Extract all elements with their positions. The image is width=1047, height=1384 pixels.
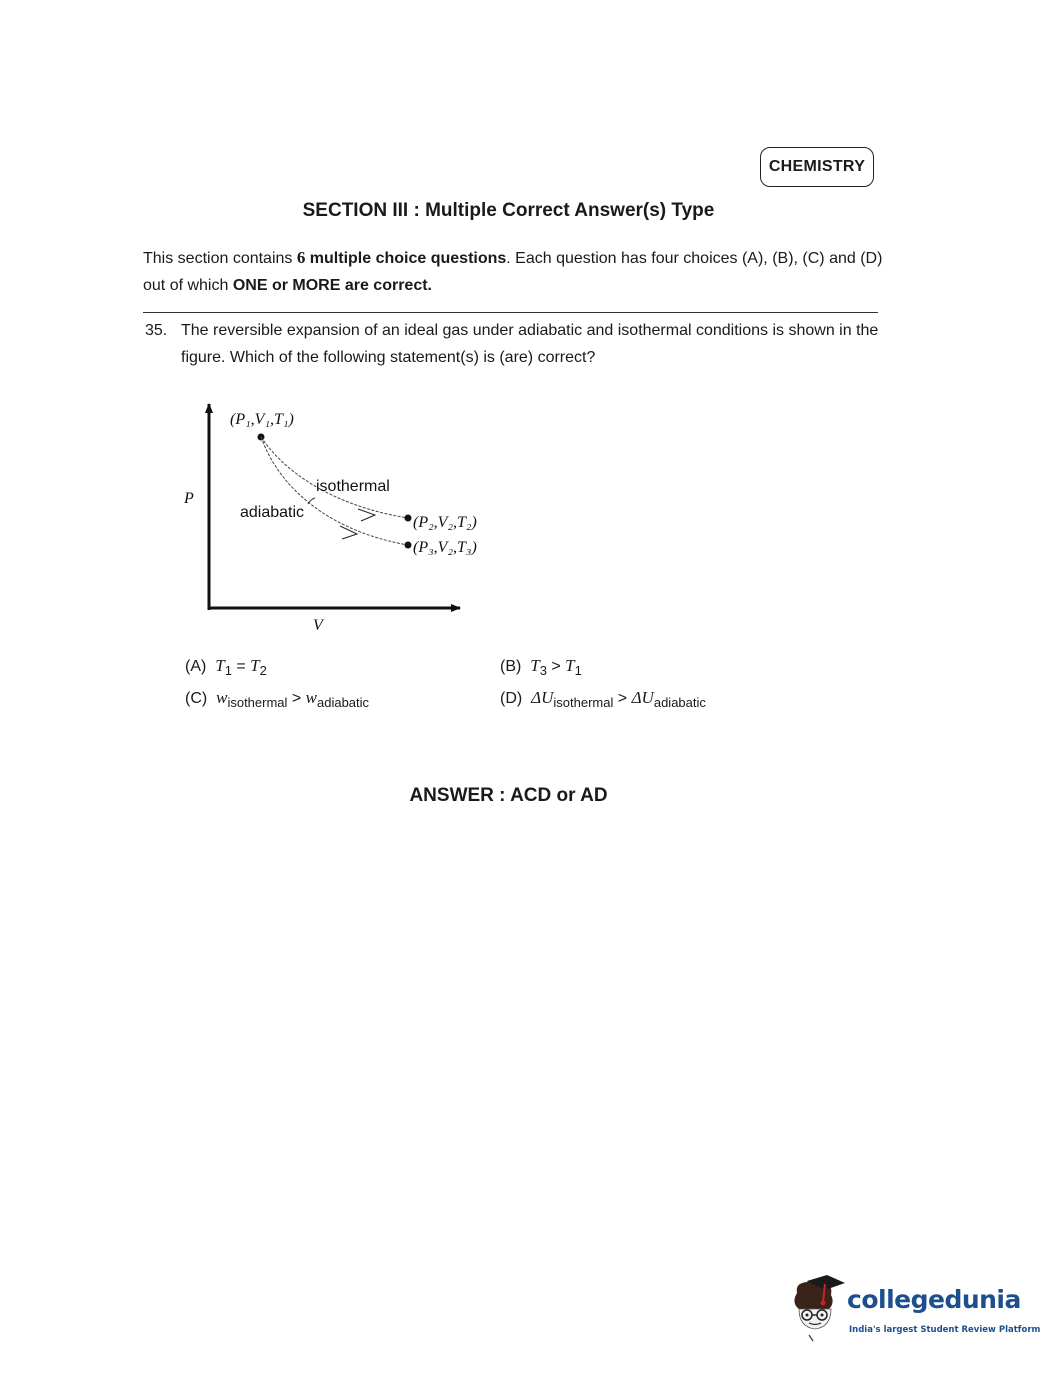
divider xyxy=(143,312,878,313)
option-d[interactable]: (D) $\Delta U_{isothermal} > \Delta U_{adiabatic}$ xyxy=(500,688,706,711)
mascot-icon xyxy=(785,1275,847,1345)
logo-wordmark: collegedunia xyxy=(847,1285,1021,1314)
option-label: (B) xyxy=(500,658,522,675)
section-instructions: This section contains 6 multiple choice questions. Each question has four choices (A), (B), (C) and (D) out of which ONE or MORE are correct. xyxy=(143,248,883,294)
x-axis-label: V xyxy=(313,617,323,634)
option-label: (C) xyxy=(185,690,208,707)
adiabatic-end-label: (P₃,V₂,T₃) xyxy=(413,539,477,556)
adiabatic-end-point xyxy=(405,542,412,549)
isothermal-end-point xyxy=(405,515,412,522)
option-a[interactable]: (A) $T_1 = T_2$ xyxy=(185,656,267,679)
adiabatic-label: adiabatic xyxy=(240,504,305,521)
answer-text: ANSWER : ACD or AD xyxy=(409,785,608,806)
question-text: The reversible expansion of an ideal gas under adiabatic and isothermal conditions is shown in the figure. Which of the following statement(s) is (are) correct? xyxy=(181,322,879,366)
isothermal-label: isothermal xyxy=(316,478,390,495)
logo-tagline: India's largest Student Review Platform xyxy=(849,1325,1041,1335)
option-c[interactable]: (C) $w_{isothermal} > w_{adiabatic}$ xyxy=(185,688,370,711)
isothermal-end-label: (P₂,V₂,T₂) xyxy=(413,514,477,531)
subject-badge: CHEMISTRY xyxy=(760,147,874,187)
question-number: 35. xyxy=(145,322,168,339)
initial-state-label: (P₁,V₁,T₁) xyxy=(230,411,294,428)
pv-diagram xyxy=(170,395,490,640)
adiabatic-arrow-icon xyxy=(340,526,357,539)
option-label: (A) xyxy=(185,658,207,675)
adiabatic-leader-line xyxy=(308,498,315,504)
section-title: SECTION III : Multiple Correct Answer(s) Type xyxy=(302,200,715,221)
y-axis-label: P xyxy=(184,490,194,507)
option-label: (D) xyxy=(500,690,523,707)
collegedunia-logo[interactable] xyxy=(785,1275,1041,1345)
option-b[interactable]: (B) $T_3 > T_1$ xyxy=(500,656,582,679)
isothermal-arrow-icon xyxy=(358,509,375,521)
